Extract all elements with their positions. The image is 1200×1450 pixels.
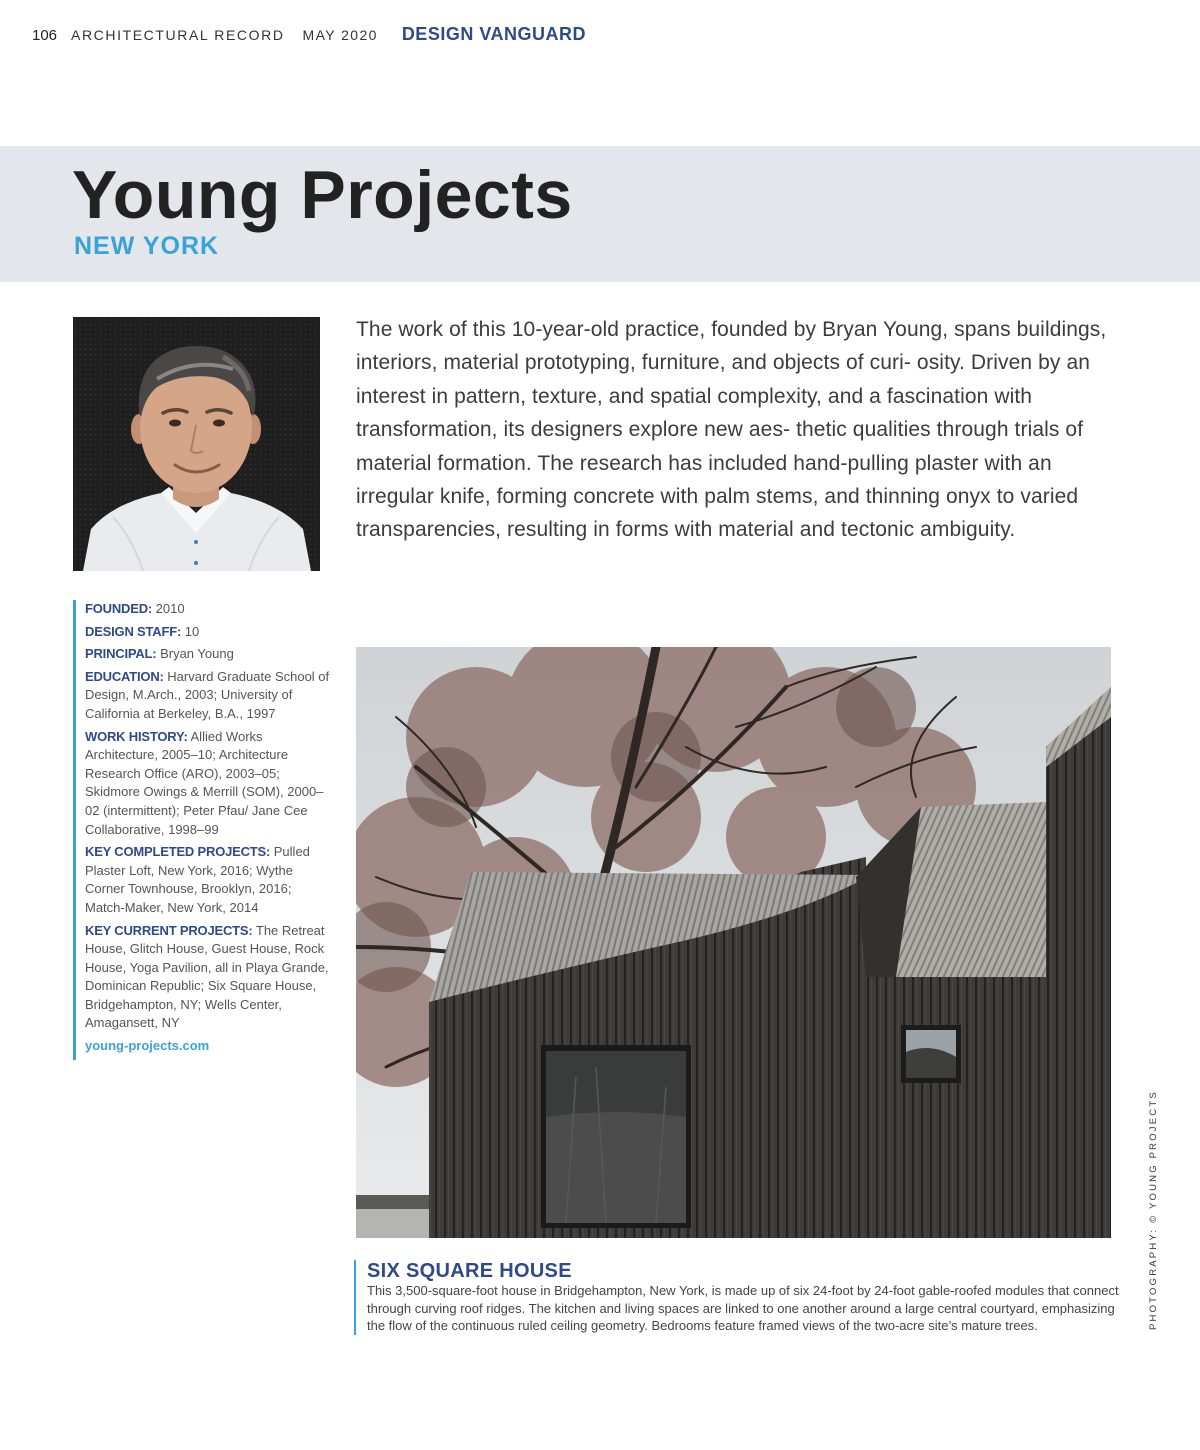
title-band bbox=[0, 146, 1200, 282]
six-square-house-illustration bbox=[356, 647, 1111, 1238]
fact-key: DESIGN STAFF: bbox=[85, 623, 182, 639]
fact-founded bbox=[85, 600, 330, 619]
fact-value: 2010 bbox=[155, 601, 185, 616]
project-photo bbox=[356, 647, 1111, 1238]
firm-city: NEW YORK bbox=[74, 232, 220, 260]
fact-key: PRINCIPAL: bbox=[85, 646, 157, 662]
fact-key: KEY COMPLETED PROJECTS: bbox=[85, 844, 271, 860]
photo-caption bbox=[354, 1260, 1127, 1335]
principal-portrait bbox=[73, 317, 320, 571]
fact-value: Bryan Young bbox=[160, 646, 234, 662]
magazine-name: ARCHITECTURAL RECORD bbox=[71, 27, 285, 43]
section-title: DESIGN VANGUARD bbox=[401, 24, 586, 44]
intro-paragraph: The work of this 10-year-old practice, founded by Bryan Young, spans buildings, interiors, material prototyping, furniture, and objects of curi- osity. Driven by an interest in pattern, texture, and spatial complexity, and a fascination with transformation, its designers explore new aes- thetic qualities through trials of material formation. The research has included hand-pulling plaster with an irregular knife, forming concrete with palm stems, and thinning onyx to varied transparencies, resulting in forms with material and tectonic ambiguity. bbox=[356, 318, 1107, 542]
photo-credit: PHOTOGRAPHY: © YOUNG PROJECTS bbox=[1148, 1090, 1159, 1330]
fact-value: The Retreat House, Glitch House, Guest House, Rock House, Yoga Pavilion, all in Playa Grande, Dominican Republic; Six Square House, Bridgehampton, NY; Wells Center, Amagansett, NY bbox=[85, 922, 329, 1031]
fact-value: Pulled Plaster Loft, New York, 2016; Wythe Corner Townhouse, Brooklyn, 2016; Match-Maker, New York, 2014 bbox=[85, 844, 310, 915]
issue-date: MAY 2020 bbox=[302, 27, 378, 43]
running-header bbox=[32, 24, 586, 48]
portrait-illustration bbox=[73, 317, 320, 571]
fact-education bbox=[85, 668, 330, 724]
website-link[interactable]: young-projects.com bbox=[85, 1038, 210, 1054]
page-number: 106 bbox=[32, 27, 58, 44]
fact-key: FOUNDED: bbox=[85, 601, 153, 616]
caption-text: This 3,500-square-foot house in Bridgehampton, New York, is made up of six 24-foot by 24-foot gable-roofed modules that connect through curving roof ridges. The kitchen and living spaces are linked to one another around a large central courtyard, emphasizing the flow of the continuous ruled ceiling geometry. Bedrooms feature framed views of the two-acre site’s mature trees. bbox=[367, 1283, 1119, 1334]
firm-name: Young Projects bbox=[72, 157, 573, 233]
fact-sheet bbox=[73, 600, 330, 1060]
fact-principal bbox=[85, 645, 330, 664]
fact-value: 10 bbox=[184, 623, 200, 639]
fact-value: Allied Works Architecture, 2005–10; Architecture Research Office (ARO), 2003–05; Skidmore Owings & Merrill (SOM), 2000–02 (intermittent); Peter Pfau/ Jane Cee Collaborative, 1998–99 bbox=[85, 728, 324, 837]
fact-value: Harvard Graduate School of Design, M.Arch., 2003; University of California at Berkeley, B.A., 1997 bbox=[85, 668, 330, 721]
fact-design-staff bbox=[85, 623, 330, 642]
fact-work-history bbox=[85, 728, 330, 840]
fact-key-current-projects bbox=[85, 922, 330, 1034]
fact-website bbox=[85, 1037, 330, 1056]
fact-key: WORK HISTORY: bbox=[85, 728, 188, 744]
caption-title: SIX SQUARE HOUSE bbox=[367, 1260, 572, 1282]
fact-key: EDUCATION: bbox=[85, 668, 164, 684]
fact-key-completed-projects bbox=[85, 843, 330, 917]
fact-key: KEY CURRENT PROJECTS: bbox=[85, 922, 253, 938]
